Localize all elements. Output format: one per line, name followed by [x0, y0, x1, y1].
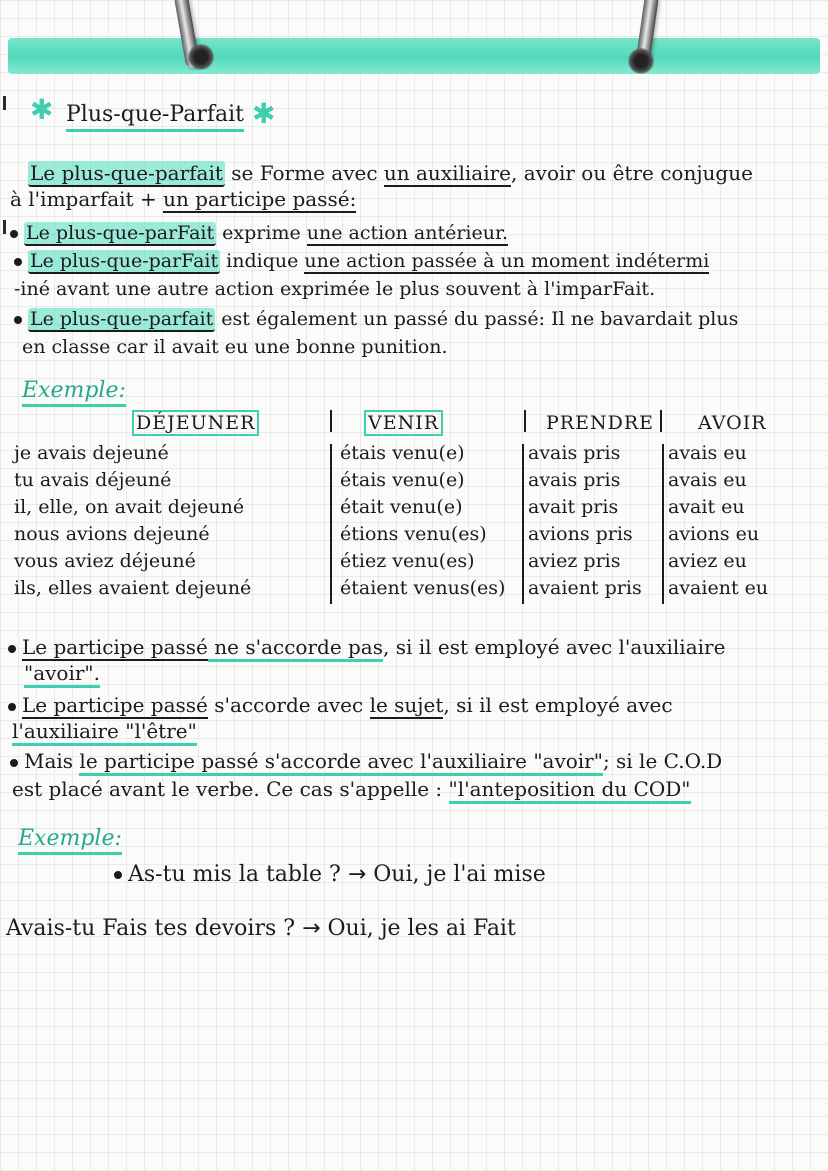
- bullet-icon: [14, 316, 22, 324]
- page-title: Plus-que-Parfait: [66, 102, 244, 132]
- column-divider: [524, 410, 526, 432]
- example-sentence: [114, 862, 546, 888]
- table-cell: aviez eu: [668, 550, 747, 572]
- table-cell: avais eu: [668, 442, 747, 464]
- underlined-term: une action antérieur.: [306, 222, 509, 244]
- bullet-icon: [14, 258, 22, 266]
- underlined-term: ne s'accorde pas: [208, 635, 383, 662]
- column-header-prendre: PRENDRE: [546, 412, 654, 434]
- teal-highlight-band: [8, 38, 820, 74]
- column-divider: [662, 444, 664, 604]
- table-cell: étiez venu(es): [340, 550, 475, 572]
- column-header-dejeuner: [132, 412, 259, 434]
- bullet-continuation: -iné avant une autre action exprimée le plus souvent à l'imparFait.: [14, 278, 656, 300]
- table-cell: étais venu(e): [340, 442, 465, 464]
- conjugation-column-venir: [340, 440, 505, 602]
- bullet-item: [14, 308, 738, 330]
- underlined-term: Le participe passé: [22, 635, 208, 659]
- table-cell: avaient pris: [528, 577, 642, 599]
- underlined-term: "avoir".: [24, 661, 100, 688]
- highlighted-term: Le plus-que-parfait: [30, 161, 223, 185]
- underlined-term: une action passée à un moment indétermi: [304, 250, 710, 272]
- table-cell: ils, elles avaient dejeuné: [14, 577, 252, 599]
- table-cell: avions pris: [528, 523, 633, 545]
- table-cell: avait eu: [668, 496, 745, 518]
- table-cell: nous avions dejeuné: [14, 523, 210, 545]
- column-divider: [330, 410, 332, 432]
- column-header-avoir: AVOIR: [698, 412, 767, 434]
- table-cell: était venu(e): [340, 496, 463, 518]
- underlined-term: l'auxiliaire "l'être": [12, 719, 197, 746]
- sparkle-icon: ✱: [252, 97, 276, 130]
- rule-text: , si il est employé avec: [443, 693, 673, 717]
- margin-mark: [3, 96, 6, 110]
- underlined-term: un participe passé:: [163, 187, 357, 211]
- example-answer: Oui, je l'ai mise: [373, 862, 546, 887]
- intro-line-1: [28, 162, 753, 184]
- table-cell: avaient eu: [668, 577, 769, 599]
- margin-mark: [3, 220, 6, 234]
- column-header-venir: [364, 412, 443, 434]
- rule-continuation: [24, 662, 100, 684]
- highlighted-term: Le plus-que-parfait: [30, 308, 214, 330]
- table-cell: je avais dejeuné: [14, 442, 169, 464]
- underlined-term: le participe passé s'accorde avec l'auxiliaire "avoir": [79, 749, 603, 776]
- rule-item: [8, 694, 673, 716]
- bullet-text: est également un passé du passé: Il ne bavardait plus: [215, 308, 739, 330]
- bullet-icon: [114, 871, 122, 879]
- sparkle-icon: ✱: [30, 93, 54, 126]
- bullet-text: exprime: [216, 222, 307, 244]
- binder-hole-right: [628, 48, 654, 74]
- table-cell: avait pris: [528, 496, 619, 518]
- table-cell: étais venu(e): [340, 469, 465, 491]
- rule-text: Mais: [24, 749, 80, 773]
- example-answer: Oui, je les ai Fait: [327, 916, 516, 941]
- column-divider: [330, 444, 332, 604]
- table-cell: étions venu(es): [340, 523, 487, 545]
- table-cell: vous aviez déjeuné: [14, 550, 196, 572]
- table-cell: étaient venus(es): [340, 577, 506, 599]
- underlined-term: Le participe passé: [22, 693, 208, 717]
- arrow-icon: →: [302, 916, 321, 941]
- table-cell: il, elle, on avait dejeuné: [14, 496, 245, 518]
- rule-text: ; si le C.O.D: [602, 749, 723, 773]
- table-cell: avions eu: [668, 523, 760, 545]
- bullet-icon: [8, 645, 16, 653]
- underlined-term: le sujet: [369, 693, 444, 717]
- bullet-icon: [8, 703, 16, 711]
- intro-line-2: [10, 188, 356, 210]
- intro-text: à l'imparfait +: [10, 187, 164, 211]
- column-divider: [522, 444, 524, 604]
- rule-item: [8, 636, 725, 658]
- example-question: Avais-tu Fais tes devoirs ?: [6, 916, 296, 941]
- example-question: As-tu mis la table ?: [128, 862, 341, 887]
- bullet-text: indique: [220, 250, 305, 272]
- conjugation-column-prendre: [528, 440, 642, 602]
- highlighted-term: Le plus-que-parFait: [30, 250, 219, 272]
- table-cell: tu avais déjeuné: [14, 469, 172, 491]
- rule-text: s'accorde avec: [207, 693, 370, 717]
- rule-text: est placé avant le verbe. Ce cas s'appelle :: [12, 777, 449, 801]
- rule-item: [10, 750, 722, 772]
- table-cell: avais pris: [528, 469, 621, 491]
- column-header-text: VENIR: [364, 410, 443, 436]
- table-cell: avais eu: [668, 469, 747, 491]
- example-label: Exemple:: [22, 378, 126, 407]
- rule-continuation: [12, 778, 691, 800]
- rule-text: , si il est employé avec l'auxiliaire: [383, 635, 726, 659]
- underlined-term: "l'anteposition du COD": [449, 777, 691, 804]
- bullet-item: [10, 222, 508, 244]
- highlighted-term: Le plus-que-parFait: [26, 222, 215, 244]
- table-cell: aviez pris: [528, 550, 621, 572]
- column-divider: [660, 410, 662, 432]
- conjugation-column-avoir: [668, 440, 768, 602]
- binder-hole-left: [188, 44, 214, 70]
- bullet-icon: [10, 759, 18, 767]
- conjugation-column-dejeuner: [14, 440, 251, 602]
- table-cell: avais pris: [528, 442, 621, 464]
- bullet-item: [14, 250, 709, 272]
- rule-continuation: [12, 720, 197, 742]
- column-header-text: DÉJEUNER: [132, 410, 259, 436]
- example-label: Exemple:: [18, 826, 122, 855]
- bullet-continuation: en classe car il avait eu une bonne punition.: [22, 336, 448, 358]
- intro-text: se Forme avec: [224, 161, 384, 185]
- intro-text: , avoir ou être conjugue: [511, 161, 753, 185]
- underlined-term: un auxiliaire: [383, 161, 511, 185]
- arrow-icon: →: [347, 862, 367, 887]
- example-sentence: [6, 916, 516, 942]
- bullet-icon: [10, 230, 18, 238]
